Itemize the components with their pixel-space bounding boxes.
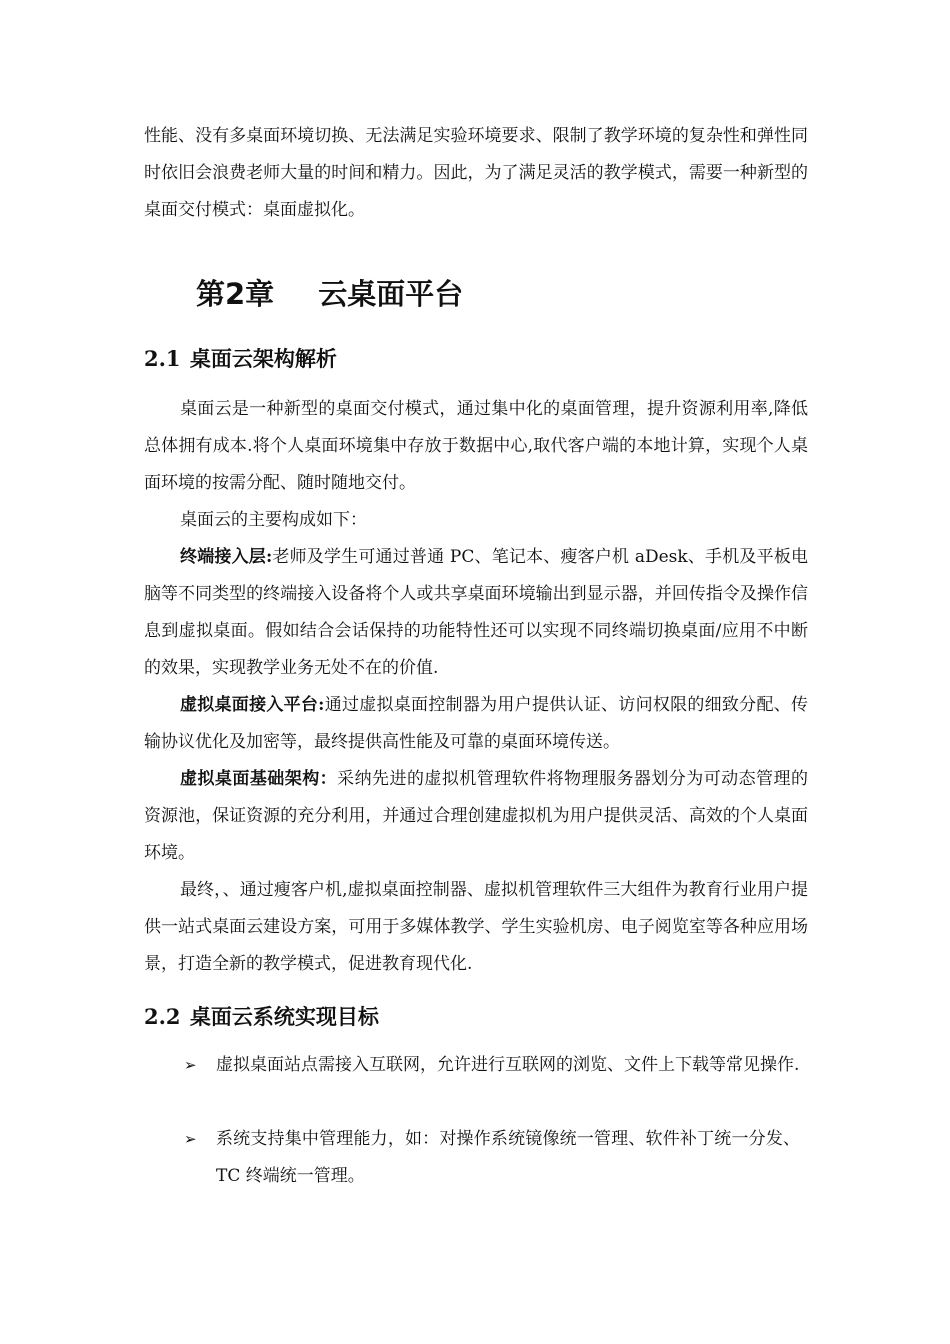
intro-paragraph: 性能、没有多桌面环境切换、无法满足实验环境要求、限制了教学环境的复杂性和弹性同时依旧会浪费老师大量的时间和精力。因此，为了满足灵活的教学模式，需要一种新型的桌面交付模式：桌面虚拟化。 xyxy=(144,126,808,220)
paragraph-virtual-desktop-access-platform xyxy=(144,687,808,761)
term-description: 老师及学生可通过普通 PC、笔记本、瘦客户机 aDesk、手机及平板电脑等不同类型的终端接入设备将个人或共享桌面环境输出到显示器，并回传指令及操作信息到虚拟桌面。假如结合会话保持的功能特性还可以实现不同终端切换桌面/应用不中断的效果，实现教学业务无处不在的价值. xyxy=(144,547,809,678)
section-title: 桌面云架构解析 xyxy=(189,347,337,371)
paragraph-virtual-desktop-infrastructure xyxy=(144,761,808,872)
chapter-number: 第2章 xyxy=(196,277,275,311)
term-description: 通过虚拟桌面控制器为用户提供认证、访问权限的细致分配、传输协议优化及加密等，最终提供高性能及可靠的桌面环境传送。 xyxy=(144,695,808,752)
section-2-1-heading xyxy=(144,343,337,373)
arrow-bullet-icon: ➢ xyxy=(184,1056,197,1074)
chapter-heading xyxy=(196,272,463,313)
section-title: 桌面云系统实现目标 xyxy=(189,1005,379,1029)
paragraph-conclusion: 最终，、通过瘦客户机,虚拟桌面控制器、虚拟机管理软件三大组件为教育行业用户提供一站式桌面云建设方案，可用于多媒体教学、学生实验机房、电子阅览室等各种应用场景，打造全新的教学模式，促进教育现代化. xyxy=(144,880,808,974)
arrow-bullet-icon: ➢ xyxy=(184,1130,197,1148)
paragraph-composition-intro: 桌面云的主要构成如下： xyxy=(180,510,367,530)
section-number: 2.2 xyxy=(144,1004,181,1029)
list-item-text: 系统支持集中管理能力，如：对操作系统镜像统一管理、软件补丁统一分发、TC 终端统一管理。 xyxy=(216,1129,800,1186)
term-label: 终端接入层: xyxy=(180,547,273,567)
section-number: 2.1 xyxy=(144,346,181,371)
chapter-title: 云桌面平台 xyxy=(318,277,464,311)
term-description: 采纳先进的虚拟机管理软件将物理服务器划分为可动态管理的资源池，保证资源的充分利用，并通过合理创建虚拟机为用户提供灵活、高效的个人桌面环境。 xyxy=(144,769,809,863)
list-item xyxy=(184,1047,800,1084)
list-item xyxy=(184,1121,800,1195)
list-item-text: 虚拟桌面站点需接入互联网，允许进行互联网的浏览、文件上下载等常见操作. xyxy=(216,1055,800,1075)
paragraph-desktop-cloud-intro: 桌面云是一种新型的桌面交付模式，通过集中化的桌面管理，提升资源利用率,降低总体拥有成本.将个人桌面环境集中存放于数据中心,取代客户端的本地计算，实现个人桌面环境的按需分配、随时随地交付。 xyxy=(144,399,808,493)
term-label: 虚拟桌面基础架构： xyxy=(180,769,338,789)
term-label: 虚拟桌面接入平台: xyxy=(180,695,325,715)
paragraph-terminal-access-layer xyxy=(144,539,808,687)
section-2-2-heading xyxy=(144,1001,379,1031)
